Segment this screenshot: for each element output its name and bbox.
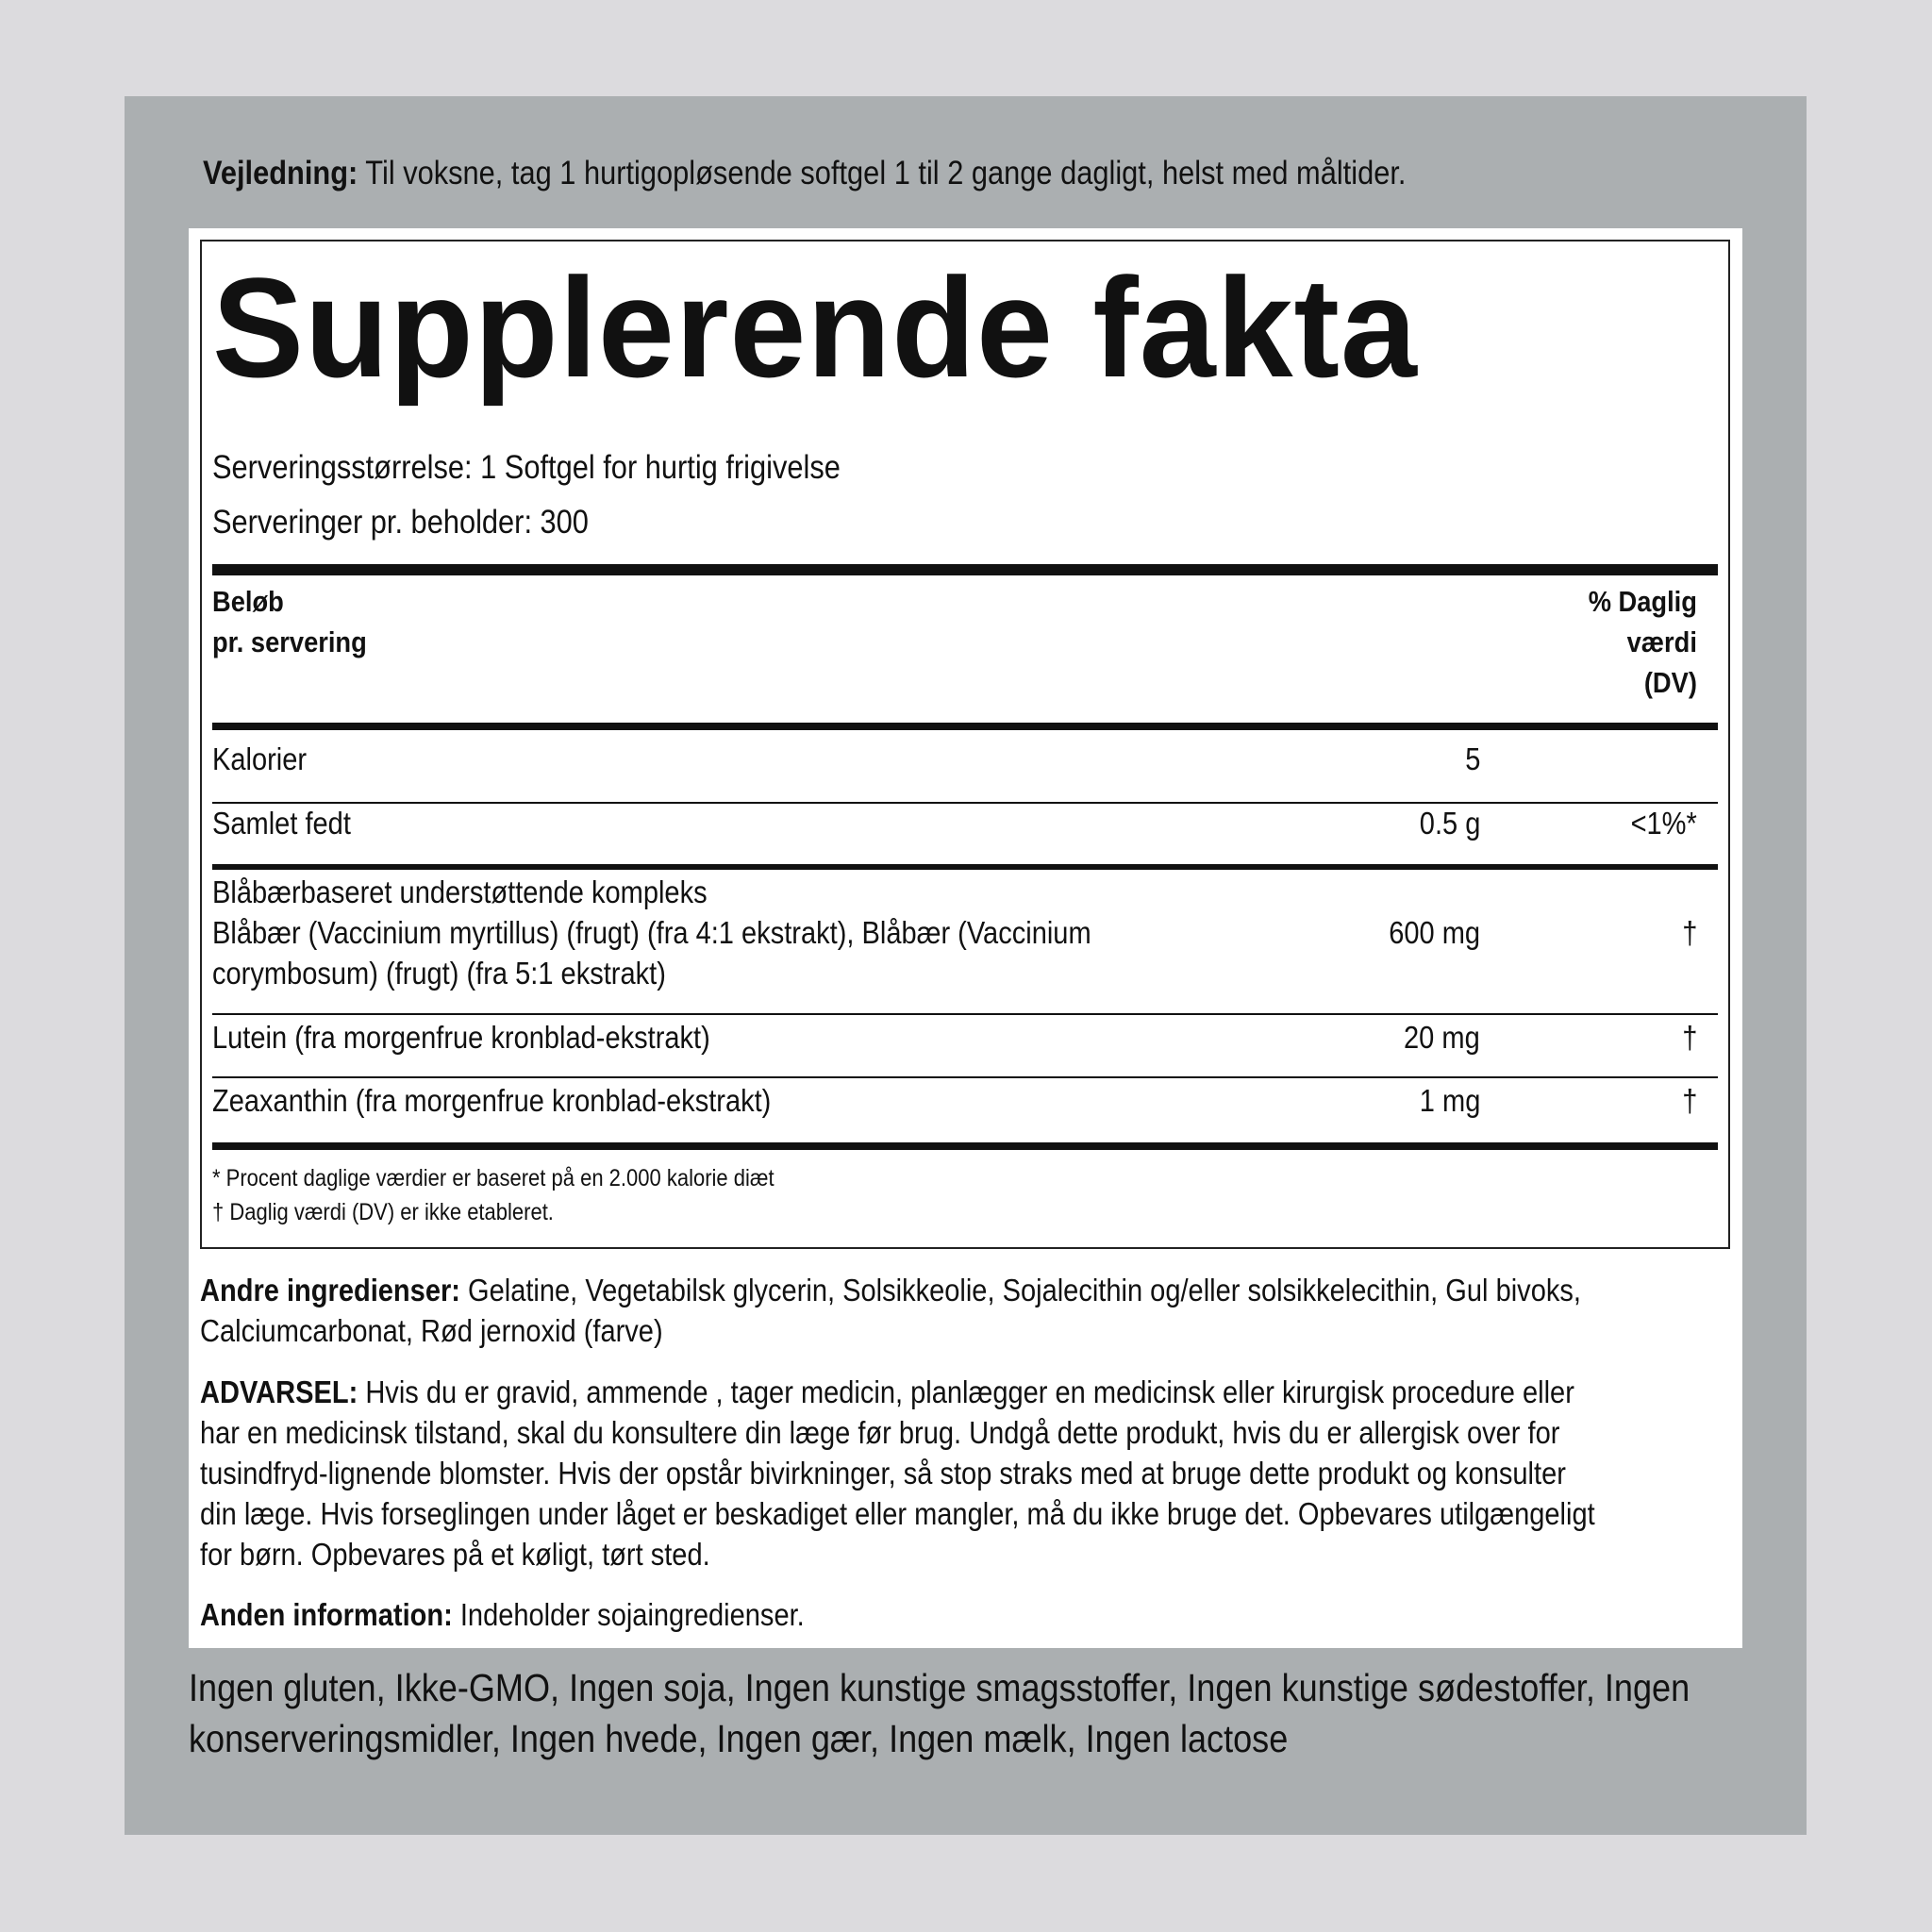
other-ingredients-label: Andre ingredienser: bbox=[200, 1273, 460, 1307]
free-from-statement: Ingen gluten, Ikke-GMO, Ingen soja, Ingen kunstige smagsstoffer, Ingen kunstige sødestoffer, Ingen konserveringsmidler, Ingen hvede, Ingen gær, Ingen mælk, Ingen lactose bbox=[189, 1666, 1690, 1760]
serving-size: Serveringsstørrelse: 1 Softgel for hurtig frigivelse bbox=[212, 449, 841, 486]
row-daily-value: † bbox=[1681, 1083, 1697, 1118]
thin-divider bbox=[212, 802, 1718, 804]
row-name-line-1: Blåbærbaseret understøttende kompleks bbox=[212, 874, 708, 909]
row-name: Zeaxanthin (fra morgenfrue kronblad-ekstrakt) bbox=[212, 1083, 772, 1118]
medium-divider bbox=[212, 864, 1718, 870]
dv-header-line-3: (DV) bbox=[1643, 666, 1697, 699]
other-ingredients-text: Gelatine, Vegetabilsk glycerin, Solsikkeolie, Sojalecithin og/eller solsikkelecithin, Gul bivoks, Calciumcarbonat, Rød jernoxid (farve) bbox=[200, 1273, 1581, 1348]
thin-divider bbox=[212, 1013, 1718, 1015]
servings-per-container: Serveringer pr. beholder: 300 bbox=[212, 504, 589, 541]
row-name: Lutein (fra morgenfrue kronblad-ekstrakt) bbox=[212, 1020, 710, 1055]
row-amount: 1 mg bbox=[1419, 1083, 1480, 1118]
row-name: Kalorier bbox=[212, 741, 308, 776]
amount-per-serving-header bbox=[212, 581, 367, 662]
directions-body: Til voksne, tag 1 hurtigopløsende softgel 1 til 2 gange dagligt, helst med måltider. bbox=[358, 155, 1407, 192]
amount-header-line-1: Beløb bbox=[212, 585, 284, 618]
row-daily-value: † bbox=[1681, 1020, 1697, 1055]
other-information-text: Indeholder sojaingredienser. bbox=[452, 1597, 805, 1632]
warning bbox=[200, 1372, 1603, 1574]
facts-row-blueberry-complex bbox=[212, 872, 1718, 994]
row-amount: 600 mg bbox=[1389, 915, 1480, 950]
thick-divider-header bbox=[212, 723, 1718, 730]
footnote-daily-values: * Procent daglige værdier er baseret på en 2.000 kalorie diæt bbox=[212, 1165, 774, 1191]
other-information bbox=[200, 1594, 1603, 1635]
dv-header-line-2: værdi bbox=[1626, 625, 1697, 658]
row-amount: 0.5 g bbox=[1419, 806, 1480, 841]
row-daily-value: <1%* bbox=[1630, 806, 1697, 841]
label-panel bbox=[125, 96, 1807, 1835]
row-name-line-3: corymbosum) (frugt) (fra 5:1 ekstrakt) bbox=[212, 956, 666, 991]
warning-text: Hvis du er gravid, ammende , tager medicin, planlægger en medicinsk eller kirurgisk procedure eller har en medicinsk tilstand, skal du konsultere din læge før brug. Undgå dette produkt, hvis du er allergisk over for tusindfryd-lignende blomster. Hvis der opstår bivirkninger, så stop straks med at bruge dette produkt og konsulter din læge. Hvis forseglingen under låget er beskadiget eller mangler, må du ikke bruge det. Opbevares utilgængeligt for børn. Opbevares på et køligt, tørt sted. bbox=[200, 1374, 1595, 1572]
row-amount: 20 mg bbox=[1404, 1020, 1480, 1055]
row-daily-value: † bbox=[1681, 915, 1697, 950]
facts-title: Supplerende fakta bbox=[212, 248, 1418, 407]
label-card bbox=[189, 228, 1742, 1648]
other-ingredients bbox=[200, 1270, 1603, 1351]
warning-label: ADVARSEL: bbox=[200, 1374, 358, 1409]
row-amount: 5 bbox=[1464, 741, 1480, 776]
directions-label: Vejledning: bbox=[203, 155, 358, 192]
directions-text bbox=[203, 153, 1406, 194]
amount-header-line-2: pr. servering bbox=[212, 625, 367, 658]
daily-value-header bbox=[1589, 581, 1697, 703]
thin-divider bbox=[212, 1076, 1718, 1078]
supplement-facts-box bbox=[200, 240, 1730, 1249]
thick-divider-top bbox=[212, 564, 1718, 575]
thick-divider-bottom bbox=[212, 1142, 1718, 1150]
other-information-label: Anden information: bbox=[200, 1597, 453, 1632]
footnotes bbox=[212, 1161, 774, 1229]
footnote-dv-not-established: † Daglig værdi (DV) er ikke etableret. bbox=[212, 1199, 554, 1225]
dv-header-line-1: % Daglig bbox=[1588, 585, 1697, 618]
row-name-line-2: Blåbær (Vaccinium myrtillus) (frugt) (fra 4:1 ekstrakt), Blåbær (Vaccinium bbox=[212, 915, 1091, 950]
row-name: Samlet fedt bbox=[212, 806, 351, 841]
